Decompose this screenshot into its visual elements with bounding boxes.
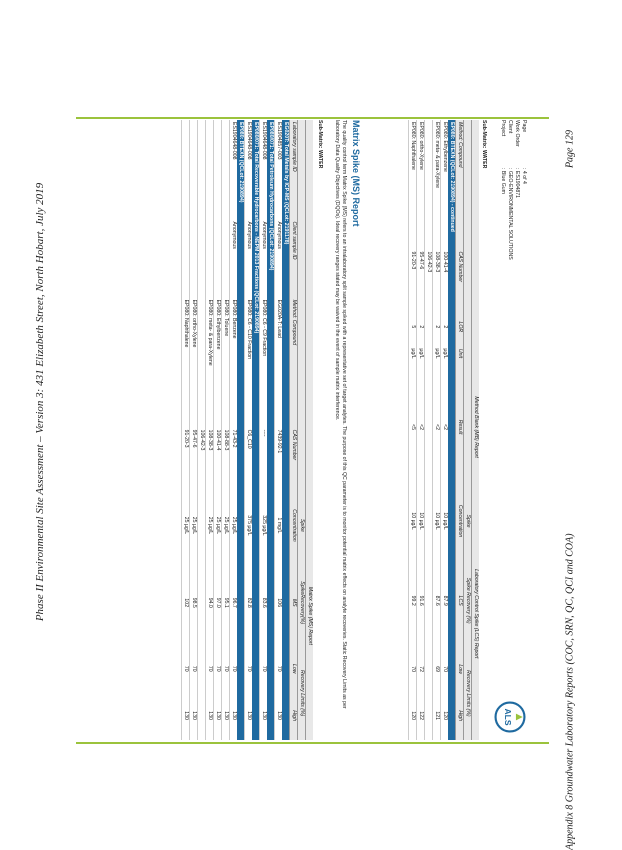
ms-group-title: EP080/071: Total Petroleum Hydrocarbons (QCLot: 2190894) bbox=[267, 120, 275, 740]
cell-cas: 108-88-3 bbox=[222, 428, 230, 492]
cell-cas: 106-42-3 bbox=[425, 249, 433, 313]
cell-high: 130 bbox=[260, 691, 268, 740]
cell-mb: <2 bbox=[441, 367, 449, 488]
cell-method: EP080: Naphthalene bbox=[409, 120, 417, 249]
cell-spike: 375 µg/L bbox=[245, 492, 253, 559]
cell-high: 121 bbox=[433, 691, 441, 740]
table-row bbox=[230, 120, 238, 740]
cell-mb: <2 bbox=[433, 367, 441, 488]
result-col: Result bbox=[456, 367, 464, 488]
cell-spike: 1 mg/L bbox=[275, 492, 283, 559]
cell-lor: 2 bbox=[433, 313, 441, 340]
cell-cas: 95-47-6 bbox=[190, 428, 198, 492]
cell-spike: 10 µg/L bbox=[417, 488, 425, 555]
ms-group-title: EP080: BTEXN (QCLot: 2190894) bbox=[237, 120, 245, 740]
cell-ms: 102 bbox=[182, 559, 190, 646]
cell-high bbox=[425, 691, 433, 740]
ms-spike-rec-header: SpikeRecovery(%) bbox=[298, 559, 306, 646]
conc-col: Concentration bbox=[456, 488, 464, 555]
client-id-col: Client sample ID bbox=[290, 219, 298, 297]
cell-spike: 25 µg/L bbox=[222, 492, 230, 559]
cell-high: 130 bbox=[222, 691, 230, 740]
cell-method: EP080: Ethylbenzene bbox=[214, 298, 222, 428]
table-row bbox=[425, 120, 433, 740]
cell-low: 70 bbox=[441, 647, 449, 692]
cell-client bbox=[206, 219, 214, 297]
cell-lor bbox=[425, 313, 433, 340]
lcs-submatrix-label: Sub-Matrix: WATER bbox=[481, 120, 487, 169]
spike-rec-header: Spike Recovery (%) bbox=[464, 555, 472, 647]
ms-submatrix-label: Sub-Matrix: WATER bbox=[317, 120, 323, 169]
cell-cas: 100-41-4 bbox=[441, 249, 449, 313]
cell-low: 70 bbox=[245, 646, 253, 691]
cell-lab bbox=[214, 120, 222, 219]
cell-method: EP080: Toluene bbox=[222, 298, 230, 428]
cell-cas: 100-41-4 bbox=[214, 428, 222, 492]
table-row bbox=[198, 120, 206, 740]
table-row bbox=[433, 120, 441, 740]
cell-lab: ES1904648-008 bbox=[230, 120, 238, 219]
lcs-header: Laboratory Control Spike (LCS) Report bbox=[472, 488, 480, 740]
cell-method: EP080: meta- & para-Xylene bbox=[206, 298, 214, 428]
ms-col: MS bbox=[290, 559, 298, 646]
cell-lab bbox=[182, 120, 190, 219]
cell-ms: 82.8 bbox=[245, 559, 253, 646]
low-col: Low bbox=[456, 647, 464, 692]
cell-lcs: 91.6 bbox=[417, 555, 425, 647]
header-row: Client : GEO-ENVIRONMENTAL SOLUTIONS bbox=[507, 120, 513, 260]
cell-low: 72 bbox=[417, 647, 425, 692]
document-title: Phase II Environmental Site Assessment – Version 3: 431 Elizabeth Street, North Hobart, July 2019 bbox=[34, 182, 46, 622]
als-logo-icon bbox=[493, 700, 527, 734]
cell-method bbox=[198, 298, 206, 428]
cell-lor: 5 bbox=[409, 313, 417, 340]
cell-low: 69 bbox=[433, 647, 441, 692]
cell-client: Anonymous bbox=[245, 219, 253, 297]
limits-header: Recovery Limits (%) bbox=[464, 647, 472, 740]
cell-low: 70 bbox=[275, 646, 283, 691]
ms-table bbox=[181, 120, 313, 740]
cell-high: 130 bbox=[214, 691, 222, 740]
cell-unit: µg/L bbox=[441, 340, 449, 366]
cell-spike: 25 µg/L bbox=[190, 492, 198, 559]
cell-spike: 325 µg/L bbox=[260, 492, 268, 559]
cell-low: 70 bbox=[214, 646, 222, 691]
cell-client bbox=[198, 219, 206, 297]
cell-cas: 91-20-3 bbox=[182, 428, 190, 492]
spike-header: Spike bbox=[464, 488, 472, 555]
unit-col: Unit bbox=[456, 340, 464, 366]
cell-method: EP080: C6 - C9 Fraction bbox=[260, 298, 268, 428]
cell-client: Anonymous bbox=[230, 219, 238, 297]
ms-report-title: Matrix Spike (MS) Report bbox=[351, 120, 361, 227]
cell-client: Anonymous bbox=[275, 219, 283, 297]
cell-ms: 83.6 bbox=[260, 559, 268, 646]
cell-mb: <2 bbox=[417, 367, 425, 488]
cell-spike: 10 µg/L bbox=[409, 488, 417, 555]
cell-cas: 7439-92-1 bbox=[275, 428, 283, 492]
cell-cas: 106-42-3 bbox=[198, 428, 206, 492]
header-row: Page : 4 of 4 bbox=[521, 120, 527, 184]
cell-high: 130 bbox=[206, 691, 214, 740]
cell-lcs: 99.2 bbox=[409, 555, 417, 647]
cell-high: 120 bbox=[409, 691, 417, 740]
ms-spike-header: Spike bbox=[298, 492, 306, 559]
cell-method: EP080: Ethylbenzene bbox=[441, 120, 449, 249]
lcs-col: LCS bbox=[456, 555, 464, 647]
appendix-footer: Appendix 8 Groundwater Laboratory Reports (COC, SRN, QC, QCI and COA) bbox=[564, 533, 576, 850]
cell-cas: 71-43-2 bbox=[230, 428, 238, 492]
ms-group-row bbox=[237, 120, 245, 740]
cell-high bbox=[198, 691, 206, 740]
cell-lab: ES1904857-003 bbox=[275, 120, 283, 219]
cell-method: EP080: Naphthalene bbox=[182, 298, 190, 428]
cell-cas: 108-38-3 bbox=[206, 428, 214, 492]
high-col: High bbox=[456, 691, 464, 740]
cell-client: Anonymous bbox=[260, 219, 268, 297]
cell-spike: 25 µg/L bbox=[182, 492, 190, 559]
cell-client bbox=[190, 219, 198, 297]
cell-mb bbox=[425, 367, 433, 488]
cell-method: EP080: ortho-Xylene bbox=[417, 120, 425, 249]
cell-high: 130 bbox=[190, 691, 198, 740]
cell-method bbox=[425, 120, 433, 249]
cell-low: 70 bbox=[260, 646, 268, 691]
cell-ms: 96.7 bbox=[230, 559, 238, 646]
lcs-group-title: EP080: BTEXN (QCLot: 2190894) - continued bbox=[448, 120, 456, 740]
cell-low: 70 bbox=[409, 647, 417, 692]
method-col: Method: Compound bbox=[456, 120, 464, 249]
table-row bbox=[245, 120, 253, 740]
cell-ms: 94.0 bbox=[206, 559, 214, 646]
cell-method: EG020A-T: Lead bbox=[275, 298, 283, 428]
cell-cas: C6_C10 bbox=[245, 428, 253, 492]
table-row bbox=[417, 120, 425, 740]
cell-spike bbox=[425, 488, 433, 555]
table-row bbox=[222, 120, 230, 740]
cell-client bbox=[222, 219, 230, 297]
cell-lab bbox=[222, 120, 230, 219]
cell-lcs bbox=[425, 555, 433, 647]
cell-cas: 95-47-6 bbox=[417, 249, 425, 313]
cell-lor: 2 bbox=[441, 313, 449, 340]
cell-lab bbox=[206, 120, 214, 219]
cell-lab: ES1904648-008 bbox=[260, 120, 268, 219]
ms-description: The quality control term Matrix Spike (MS) refers to an intralaboratory split sample spiked with a representative set of target analytes. The purpose of this QC parameter is to monitor potential matrix effects on analyte recoveries. Static Recovery Limits as per laboratory Data Quality Objectives (DQOs). Ideal recovery ranges stated may be waived in the event of sample matrix interference. bbox=[334, 120, 347, 709]
cell-low: 70 bbox=[190, 646, 198, 691]
ms-report-header: Matrix Spike (MS) Report bbox=[306, 492, 314, 740]
cell-high: 120 bbox=[441, 691, 449, 740]
cell-unit: µg/L bbox=[409, 340, 417, 366]
cell-ms: 98.5 bbox=[190, 559, 198, 646]
ms-group-title: EP080/071: Total Recoverable Hydrocarbons - NEPM 2013 Fractions (QCLot: 2190894) bbox=[252, 120, 260, 740]
cell-unit: µg/L bbox=[417, 340, 425, 366]
report-sheet bbox=[97, 120, 527, 740]
lor-col: LOR bbox=[456, 313, 464, 340]
cell-method: EP080: Benzene bbox=[230, 298, 238, 428]
cell-ms: 95.1 bbox=[222, 559, 230, 646]
cell-low bbox=[198, 646, 206, 691]
ms-group-row bbox=[267, 120, 275, 740]
cell-high: 130 bbox=[245, 691, 253, 740]
cell-cas: ---- bbox=[260, 428, 268, 492]
table-row bbox=[206, 120, 214, 740]
cell-low: 70 bbox=[206, 646, 214, 691]
cell-ms bbox=[198, 559, 206, 646]
ms-low-col: Low bbox=[290, 646, 298, 691]
mb-result-header bbox=[464, 367, 472, 488]
cell-lab bbox=[198, 120, 206, 219]
cell-method: EP080: C6 - C10 Fraction bbox=[245, 298, 253, 428]
cell-high: 130 bbox=[230, 691, 238, 740]
lab-id-col: Laboratory sample ID bbox=[290, 120, 298, 219]
cell-spike: 25 µg/L bbox=[214, 492, 222, 559]
cell-spike: 10 µg/L bbox=[433, 488, 441, 555]
cell-spike: 25 µg/L bbox=[206, 492, 214, 559]
ms-group-title: EG020T: Total Metals by ICP-MS (QCLot: 2191178) bbox=[282, 120, 290, 740]
ms-group-row bbox=[282, 120, 290, 740]
cell-cas: 91-20-3 bbox=[409, 249, 417, 313]
cas-col: CAS Number bbox=[456, 249, 464, 313]
header-row: Project : Blue Gum bbox=[500, 120, 506, 194]
cell-high: 122 bbox=[417, 691, 425, 740]
cell-method: EP080: ortho-Xylene bbox=[190, 298, 198, 428]
cell-lab bbox=[190, 120, 198, 219]
green-rule-bottom bbox=[76, 742, 549, 744]
page-number: Page 129 bbox=[564, 130, 576, 169]
table-row bbox=[275, 120, 283, 740]
table-row bbox=[190, 120, 198, 740]
table-row bbox=[182, 120, 190, 740]
mb-header: Method Blank (MB) Report bbox=[472, 367, 480, 488]
cell-ms: 97.0 bbox=[214, 559, 222, 646]
cell-client bbox=[214, 219, 222, 297]
svg-text:ALS: ALS bbox=[502, 708, 513, 726]
table-row bbox=[441, 120, 449, 740]
cell-lcs: 87.9 bbox=[441, 555, 449, 647]
ms-cas-col: CAS Number bbox=[290, 428, 298, 492]
cell-mb: <5 bbox=[409, 367, 417, 488]
lcs-table bbox=[408, 120, 479, 740]
cell-low: 70 bbox=[230, 646, 238, 691]
cell-lcs: 87.6 bbox=[433, 555, 441, 647]
ms-limits-header: Recovery Limits (%) bbox=[298, 646, 306, 740]
cell-client bbox=[182, 219, 190, 297]
cell-cas: 108-38-3 bbox=[433, 249, 441, 313]
report-header bbox=[499, 120, 527, 420]
table-row bbox=[260, 120, 268, 740]
green-rule-top bbox=[76, 117, 549, 119]
cell-lor: 2 bbox=[417, 313, 425, 340]
cell-high: 130 bbox=[275, 691, 283, 740]
cell-spike bbox=[198, 492, 206, 559]
cell-low: 70 bbox=[222, 646, 230, 691]
ms-conc-col: Concentration bbox=[290, 492, 298, 559]
ms-group-row bbox=[252, 120, 260, 740]
table-row bbox=[214, 120, 222, 740]
cell-spike: 25 µg/L bbox=[230, 492, 238, 559]
cell-high: 130 bbox=[182, 691, 190, 740]
table-row bbox=[409, 120, 417, 740]
cell-unit: µg/L bbox=[433, 340, 441, 366]
cell-spike: 10 µg/L bbox=[441, 488, 449, 555]
cell-low bbox=[425, 647, 433, 692]
header-row: Work Order : ES1904871 bbox=[514, 120, 520, 198]
cell-lab: ES1904648-008 bbox=[245, 120, 253, 219]
ms-method-col: Method: Compound bbox=[290, 298, 298, 428]
cell-ms: 106 bbox=[275, 559, 283, 646]
cell-unit bbox=[425, 340, 433, 366]
cell-low: 70 bbox=[182, 646, 190, 691]
cell-method: EP080: meta- & para-Xylene bbox=[433, 120, 441, 249]
ms-high-col: High bbox=[290, 691, 298, 740]
